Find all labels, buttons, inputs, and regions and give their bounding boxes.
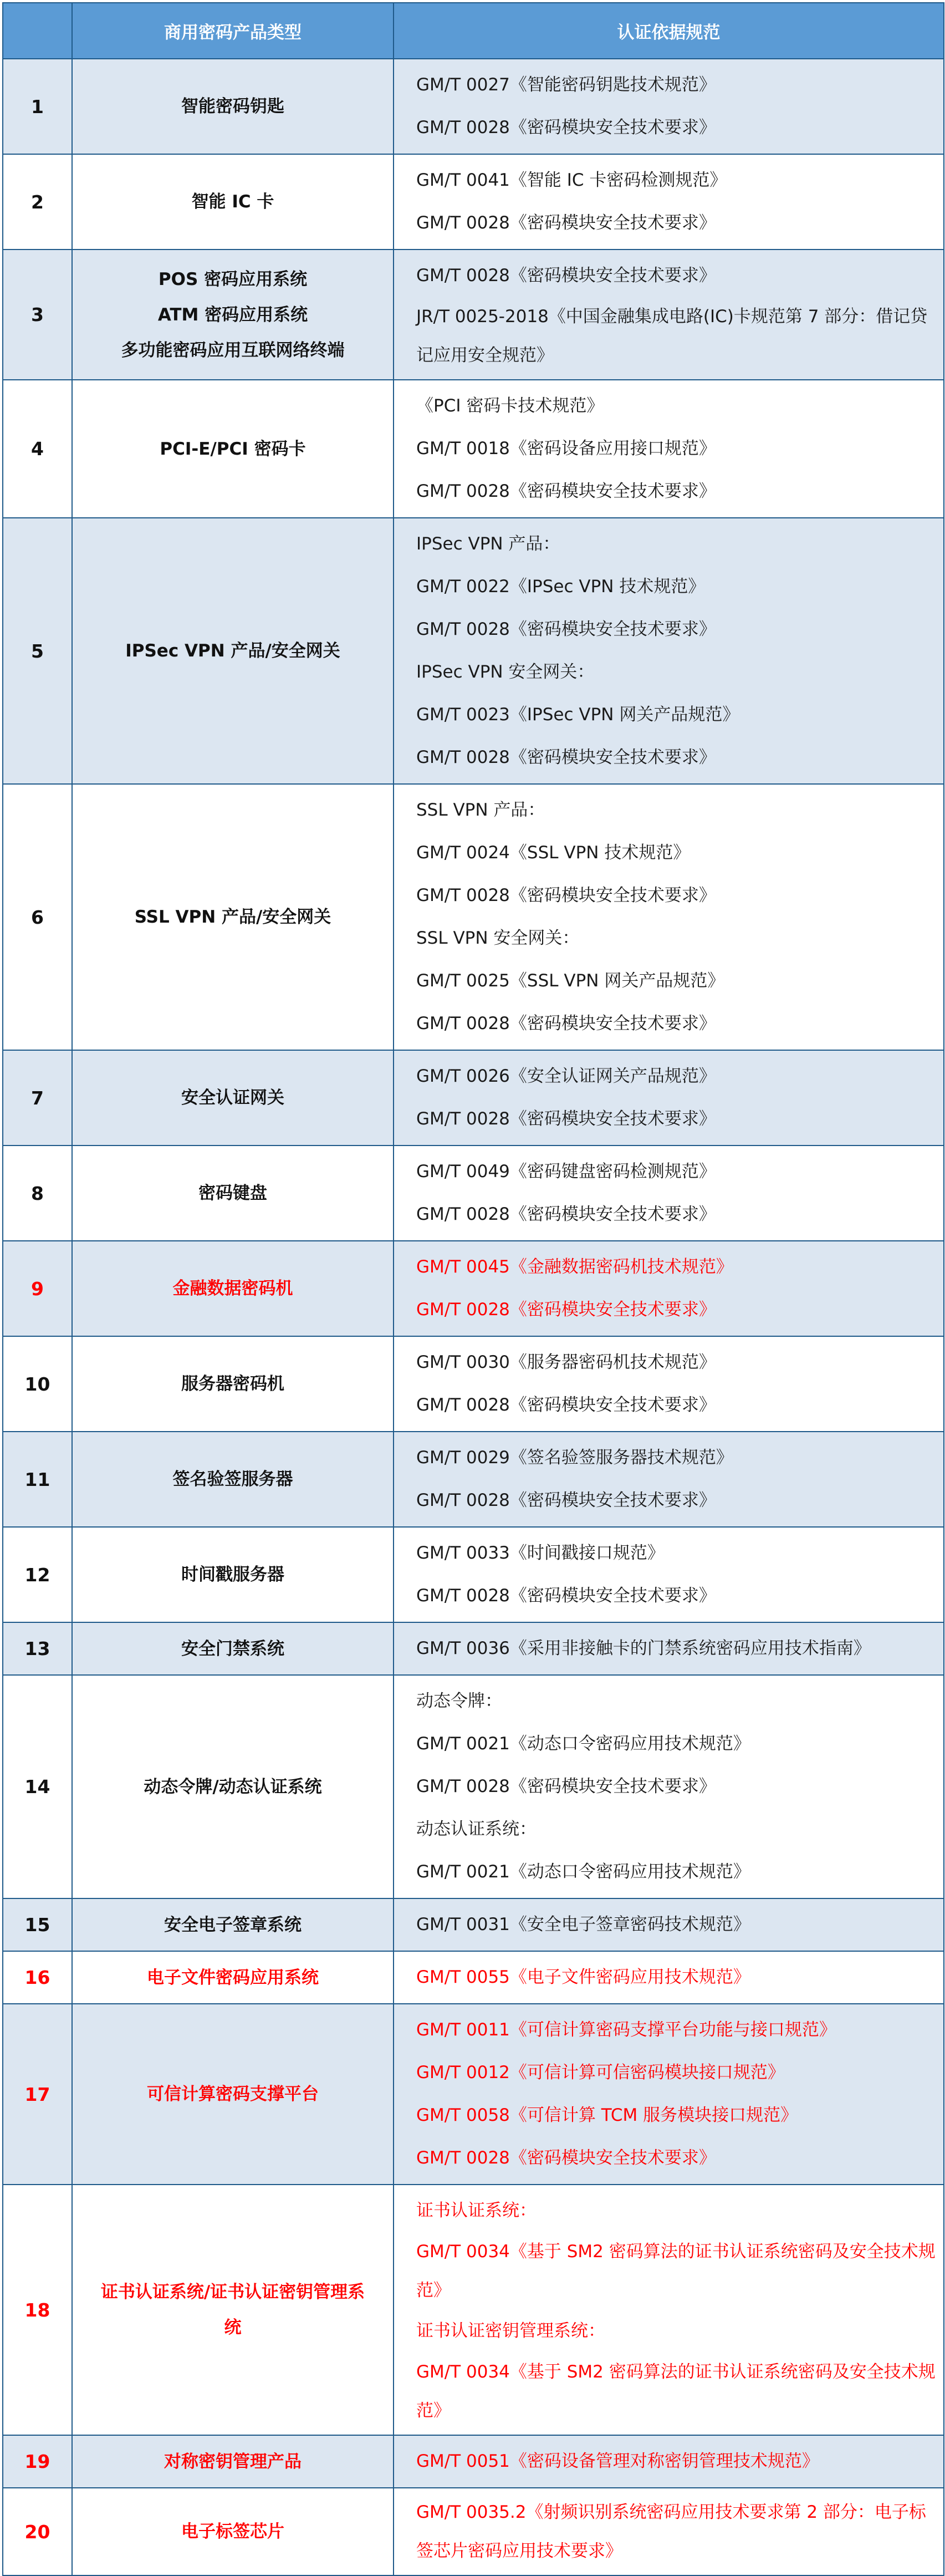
standard-line: GM/T 0028《密码模块安全技术要求》: [416, 885, 716, 905]
table-row: [3, 2185, 944, 2435]
row-number: 20: [3, 2488, 72, 2575]
row-number: 6: [3, 784, 72, 1050]
standard-line: SSL VPN 产品：: [416, 800, 545, 820]
standard-cell: [394, 380, 944, 518]
standard-cell: [394, 784, 944, 1050]
standard-line: GM/T 0022《IPSec VPN 技术规范》: [416, 577, 706, 597]
product-type-name: 智能 IC 卡: [191, 192, 274, 212]
product-type-cell: [72, 1527, 394, 1622]
table-row: [3, 380, 944, 518]
standard-line: GM/T 0021《动态口令密码应用技术规范》: [416, 1734, 750, 1754]
standard-line: GM/T 0028《密码模块安全技术要求》: [416, 747, 716, 767]
product-type-name: 安全认证网关: [181, 1088, 284, 1108]
row-number: 15: [3, 1898, 72, 1951]
product-type-cell: [72, 1146, 394, 1241]
standard-cell: [394, 2488, 944, 2575]
row-number: 10: [3, 1336, 72, 1432]
product-type-cell: [72, 1675, 394, 1898]
row-number: 5: [3, 518, 72, 784]
product-type-cell: [72, 1951, 394, 2004]
standard-line: GM/T 0011《可信计算密码支撑平台功能与接口规范》: [416, 2020, 836, 2040]
standard-line: IPSec VPN 产品：: [416, 534, 560, 554]
standard-line: GM/T 0051《密码设备管理对称密钥管理技术规范》: [416, 2451, 819, 2471]
product-type-name: 电子文件密码应用系统: [147, 1967, 319, 1988]
table-row: [3, 1622, 944, 1675]
standard-line: GM/T 0055《电子文件密码应用技术规范》: [416, 1967, 750, 1987]
standard-cell: [394, 1432, 944, 1527]
standard-line: GM/T 0036《采用非接触卡的门禁系统密码应用技术指南》: [416, 1638, 871, 1658]
product-type-cell: [72, 784, 394, 1050]
product-type-cell: [72, 380, 394, 518]
product-type-name: PCI-E/PCI 密码卡: [160, 439, 306, 459]
product-type-name: 服务器密码机: [181, 1374, 284, 1394]
row-number: 8: [3, 1146, 72, 1241]
header-product-type: 商用密码产品类型: [72, 3, 394, 59]
standard-line: GM/T 0018《密码设备应用接口规范》: [416, 439, 716, 459]
table-row: [3, 1241, 944, 1336]
product-type-name: 可信计算密码支撑平台: [147, 2084, 319, 2104]
standard-cell: [394, 59, 944, 154]
header-number-cell: [3, 3, 72, 59]
standard-line: GM/T 0028《密码模块安全技术要求》: [416, 1109, 716, 1129]
product-type-cell: [72, 59, 394, 154]
standard-line: GM/T 0028《密码模块安全技术要求》: [416, 1586, 716, 1606]
standard-line: 《PCI 密码卡技术规范》: [416, 396, 604, 416]
standard-line: GM/T 0024《SSL VPN 技术规范》: [416, 843, 691, 863]
header-standard: 认证依据规范: [394, 3, 944, 59]
product-type-name: IPSec VPN 产品/安全网关: [125, 641, 340, 661]
row-number: 7: [3, 1050, 72, 1146]
product-type-name: 电子标签芯片: [181, 2522, 284, 2542]
standard-line: GM/T 0033《时间戳接口规范》: [416, 1543, 665, 1563]
standard-line: GM/T 0035.2《射频识别系统密码应用技术要求第 2 部分：电子标签芯片密码应用技术要求》: [416, 2502, 926, 2561]
table-row: [3, 1336, 944, 1432]
standard-line: GM/T 0012《可信计算可信密码模块接口规范》: [416, 2063, 785, 2083]
standard-line: GM/T 0028《密码模块安全技术要求》: [416, 213, 716, 233]
standard-line: GM/T 0026《安全认证网关产品规范》: [416, 1066, 716, 1086]
row-number: 11: [3, 1432, 72, 1527]
standard-line: GM/T 0049《密码键盘密码检测规范》: [416, 1162, 716, 1182]
standard-line: GM/T 0028《密码模块安全技术要求》: [416, 1014, 716, 1034]
standard-line: 动态令牌：: [416, 1691, 502, 1711]
product-type-name: 安全门禁系统: [181, 1638, 284, 1659]
table-row: [3, 1898, 944, 1951]
table-row: [3, 1432, 944, 1527]
table-body: [3, 59, 944, 2575]
certification-table: [2, 2, 944, 2576]
product-type-name: 智能密码钥匙: [181, 96, 284, 116]
product-type-cell: [72, 1050, 394, 1146]
standard-line: GM/T 0030《服务器密码机技术规范》: [416, 1352, 716, 1372]
standard-line: GM/T 0028《密码模块安全技术要求》: [416, 1395, 716, 1415]
standard-line: GM/T 0028《密码模块安全技术要求》: [416, 619, 716, 639]
row-number: 9: [3, 1241, 72, 1336]
standard-cell: [394, 1241, 944, 1336]
standard-line: GM/T 0028《密码模块安全技术要求》: [416, 1204, 716, 1224]
product-type-name: POS 密码应用系统: [158, 269, 308, 289]
standard-line: GM/T 0034《基于 SM2 密码算法的证书认证系统密码及安全技术规范》: [416, 2242, 936, 2300]
standard-line: 动态认证系统：: [416, 1819, 537, 1839]
product-type-name: 签名验签服务器: [172, 1469, 293, 1489]
standard-cell: [394, 1622, 944, 1675]
standard-line: GM/T 0058《可信计算 TCM 服务模块接口规范》: [416, 2105, 798, 2125]
standard-line: GM/T 0023《IPSec VPN 网关产品规范》: [416, 705, 740, 725]
product-type-cell: [72, 2004, 394, 2185]
standard-cell: [394, 1336, 944, 1432]
product-type-name: SSL VPN 产品/安全网关: [134, 907, 331, 927]
standard-line: GM/T 0028《密码模块安全技术要求》: [416, 1776, 716, 1796]
row-number: 18: [3, 2185, 72, 2435]
standard-line: JR/T 0025-2018《中国金融集成电路(IC)卡规范第 7 部分：借记贷记应用安全规范》: [416, 307, 928, 365]
product-type-name: 多功能密码应用互联网络终端: [121, 340, 345, 360]
table-row: [3, 1527, 944, 1622]
row-number: 17: [3, 2004, 72, 2185]
row-number: 19: [3, 2435, 72, 2488]
standard-cell: [394, 250, 944, 380]
product-type-cell: [72, 1898, 394, 1951]
table-row: [3, 2488, 944, 2575]
product-type-name: 时间戳服务器: [181, 1565, 284, 1585]
table-row: [3, 1050, 944, 1146]
standard-cell: [394, 2435, 944, 2488]
product-type-name: 金融数据密码机: [172, 1279, 293, 1299]
product-type-name: 统: [224, 2318, 242, 2338]
product-type-name: 动态令牌/动态认证系统: [144, 1776, 322, 1797]
table-header-row: [3, 3, 944, 59]
row-number: 12: [3, 1527, 72, 1622]
row-number: 1: [3, 59, 72, 154]
standard-line: GM/T 0041《智能 IC 卡密码检测规范》: [416, 170, 727, 190]
table-row: [3, 1146, 944, 1241]
table-row: [3, 59, 944, 154]
row-number: 3: [3, 250, 72, 380]
product-type-cell: [72, 1622, 394, 1675]
standard-line: SSL VPN 安全网关：: [416, 928, 580, 948]
standard-cell: [394, 2004, 944, 2185]
standard-line: GM/T 0034《基于 SM2 密码算法的证书认证系统密码及安全技术规范》: [416, 2362, 936, 2421]
product-type-cell: [72, 2435, 394, 2488]
row-number: 4: [3, 380, 72, 518]
standard-cell: [394, 1898, 944, 1951]
standard-line: GM/T 0029《签名验签服务器技术规范》: [416, 1448, 733, 1468]
product-type-cell: [72, 2488, 394, 2575]
standard-cell: [394, 1675, 944, 1898]
product-type-name: 安全电子签章系统: [164, 1915, 302, 1935]
standard-line: GM/T 0025《SSL VPN 网关产品规范》: [416, 971, 725, 991]
table-row: [3, 784, 944, 1050]
product-type-name: 密码键盘: [198, 1183, 267, 1203]
product-type-name: 对称密钥管理产品: [164, 2451, 302, 2472]
standard-line: IPSec VPN 安全网关：: [416, 662, 595, 682]
standard-line: GM/T 0028《密码模块安全技术要求》: [416, 118, 716, 138]
row-number: 14: [3, 1675, 72, 1898]
product-type-cell: [72, 154, 394, 250]
product-type-name: ATM 密码应用系统: [157, 304, 308, 325]
standard-line: GM/T 0027《智能密码钥匙技术规范》: [416, 75, 716, 95]
standard-line: GM/T 0028《密码模块安全技术要求》: [416, 1490, 716, 1510]
standard-line: 证书认证系统：: [416, 2201, 537, 2221]
standard-line: 证书认证密钥管理系统：: [416, 2321, 605, 2341]
product-type-cell: [72, 1241, 394, 1336]
product-type-cell: [72, 1432, 394, 1527]
table-row: [3, 1675, 944, 1898]
standard-line: GM/T 0028《密码模块安全技术要求》: [416, 1300, 716, 1320]
standard-cell: [394, 1951, 944, 2004]
standard-line: GM/T 0045《金融数据密码机技术规范》: [416, 1257, 733, 1277]
table-row: [3, 518, 944, 784]
table-row: [3, 1951, 944, 2004]
product-type-cell: [72, 518, 394, 784]
table-row: [3, 154, 944, 250]
standard-cell: [394, 2185, 944, 2435]
product-type-cell: [72, 1336, 394, 1432]
standard-cell: [394, 1050, 944, 1146]
standard-line: GM/T 0031《安全电子签章密码技术规范》: [416, 1915, 750, 1934]
standard-line: GM/T 0028《密码模块安全技术要求》: [416, 481, 716, 501]
table-row: [3, 2435, 944, 2488]
product-type-cell: [72, 2185, 394, 2435]
product-type-cell: [72, 250, 394, 380]
standard-cell: [394, 1527, 944, 1622]
standard-line: GM/T 0021《动态口令密码应用技术规范》: [416, 1862, 750, 1882]
row-number: 2: [3, 154, 72, 250]
standard-line: GM/T 0028《密码模块安全技术要求》: [416, 266, 716, 286]
row-number: 16: [3, 1951, 72, 2004]
standard-line: GM/T 0028《密码模块安全技术要求》: [416, 2148, 716, 2168]
table-row: [3, 2004, 944, 2185]
product-type-name: 证书认证系统/证书认证密钥管理系: [100, 2282, 365, 2302]
standard-cell: [394, 1146, 944, 1241]
table-row: [3, 250, 944, 380]
row-number: 13: [3, 1622, 72, 1675]
standard-cell: [394, 154, 944, 250]
standard-cell: [394, 518, 944, 784]
